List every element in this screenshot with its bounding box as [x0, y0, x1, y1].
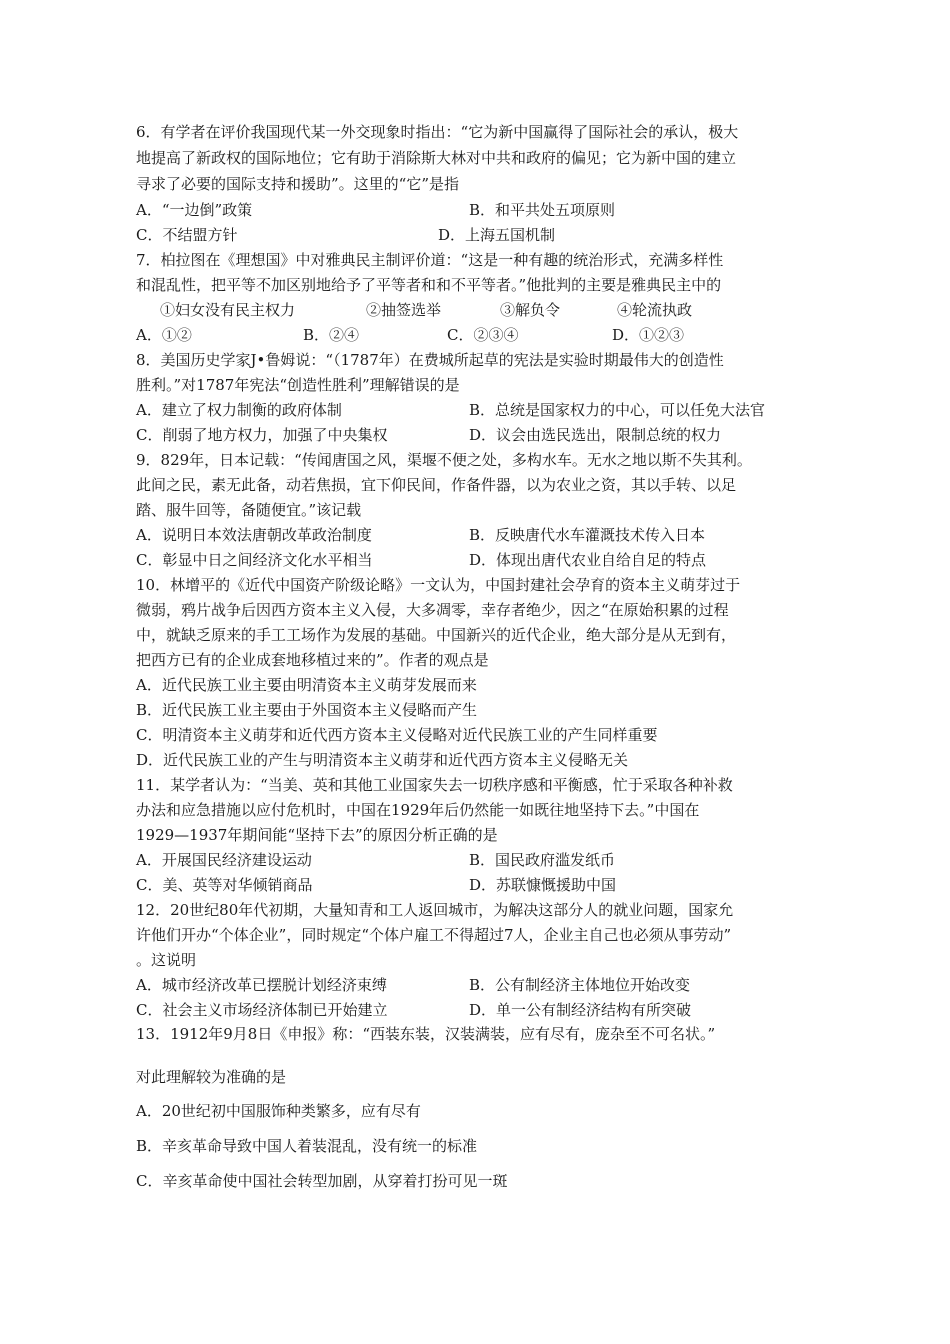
q10-option-b: B．近代民族工业主要由于外国资本主义侵略而产生	[136, 701, 478, 719]
q12-option-a: A．城市经济改革已摆脱计划经济束缚	[136, 976, 387, 994]
q12-option-d: D．单一公有制经济结构有所突破	[469, 1001, 692, 1019]
q9-option-a: A．说明日本效法唐朝改革政治制度	[136, 526, 372, 544]
q8-option-a: A．建立了权力制衡的政府体制	[136, 401, 342, 419]
q8-stem-line-1: 8．美国历史学家J•鲁姆说：“（1787年）在费城所起草的宪法是实验时期最伟大的创造性	[136, 351, 724, 369]
q7-stem-line-1: 7．柏拉图在《理想国》中对雅典民主制评价道：“这是一种有趣的统治形式，充满多样性	[136, 251, 724, 269]
q9-option-c: C．彰显中日之间经济文化水平相当	[136, 551, 373, 569]
q11-option-c: C．美、英等对华倾销商品	[136, 876, 313, 894]
q6-option-b: B．和平共处五项原则	[469, 201, 616, 219]
q11-option-d: D．苏联慷慨援助中国	[469, 876, 617, 894]
q8-option-c: C．削弱了地方权力，加强了中央集权	[136, 426, 388, 444]
q9-option-b: B．反映唐代水车灌溉技术传入日本	[469, 526, 706, 544]
q8-option-d: D．议会由选民选出，限制总统的权力	[469, 426, 722, 444]
q11-stem-line-3: 1929—1937年期间能“坚持下去”的原因分析正确的是	[136, 826, 498, 844]
q12-stem-line-1: 12．20世纪80年代初期，大量知青和工人返回城市，为解决这部分人的就业问题，国家允	[136, 901, 734, 919]
q11-option-b: B．国民政府滥发纸币	[469, 851, 616, 869]
q7-item-1: ①妇女没有民主权力	[160, 301, 296, 319]
q10-stem-line-1: 10．林增平的《近代中国资产阶级论略》一文认为，中国封建社会孕育的资本主义萌芽过于	[136, 576, 741, 594]
q9-stem-line-2: 此间之民，素无此备，动若焦损，宜下仰民间，作备件器，以为农业之资，其以手转、以足	[136, 476, 737, 494]
q7-item-2: ②抽签选举	[366, 301, 442, 319]
q11-stem-line-2: 办法和应急措施以应付危机时，中国在1929年后仍然能一如既往地坚持下去。”中国在	[136, 801, 700, 819]
q6-option-c: C．不结盟方针	[136, 226, 238, 244]
q6-stem-line-1: 6．有学者在评价我国现代某一外交现象时指出：“它为新中国赢得了国际社会的承认，极大	[136, 123, 739, 141]
q7-stem-line-2: 和混乱性，把平等不加区别地给予了平等者和和不平等者。”他批判的主要是雅典民主中的	[136, 276, 722, 294]
q11-stem-line-1: 11．某学者认为：“当美、英和其他工业国家失去一切秩序感和平衡感，忙于采取各种补救	[136, 776, 733, 794]
q10-stem-line-3: 中，就缺乏原来的手工工场作为发展的基础。中国新兴的近代企业，绝大部分是从无到有，	[136, 626, 737, 644]
q7-option-c: C．②③④	[447, 326, 519, 344]
q6-option-a: A．“一边倒”政策	[136, 201, 253, 219]
q12-stem-line-3: 。这说明	[136, 951, 197, 969]
q9-stem-line-1: 9．829年，日本记载：“传闻唐国之风，渠堰不便之处，多构水车。无水之地以斯不失其利。	[136, 451, 752, 469]
q9-stem-line-3: 踏、服牛回等，备随便宜。”该记载	[136, 501, 362, 519]
q10-stem-line-2: 微弱，鸦片战争后因西方资本主义入侵，大多凋零，幸存者绝少，因之“在原始积累的过程	[136, 601, 729, 619]
q13-option-b: B．辛亥革命导致中国人着装混乱，没有统一的标准	[136, 1137, 478, 1155]
q12-option-b: B．公有制经济主体地位开始改变	[469, 976, 691, 994]
q13-stem-line-1: 13．1912年9月8日《申报》称：“西装东装，汉装满装，应有尽有，庞杂至不可名状。”	[136, 1025, 716, 1043]
q12-stem-line-2: 许他们开办“个体企业”，同时规定“个体户雇工不得超过7人，企业主自己也必须从事劳动”	[136, 926, 732, 944]
q8-option-b: B．总统是国家权力的中心，可以任免大法官	[469, 401, 766, 419]
q10-option-a: A．近代民族工业主要由明清资本主义萌芽发展而来	[136, 676, 477, 694]
q13-option-a: A．20世纪初中国服饰种类繁多，应有尽有	[136, 1102, 421, 1120]
q7-option-b: B．②④	[303, 326, 360, 344]
q9-option-d: D．体现出唐代农业自给自足的特点	[469, 551, 707, 569]
q11-option-a: A．开展国民经济建设运动	[136, 851, 312, 869]
q12-option-c: C．社会主义市场经济体制已开始建立	[136, 1001, 388, 1019]
q10-option-c: C．明清资本主义萌芽和近代西方资本主义侵略对近代民族工业的产生同样重要	[136, 726, 658, 744]
q10-stem-line-4: 把西方已有的企业成套地移植过来的”。作者的观点是	[136, 651, 489, 669]
q6-stem-line-3: 寻求了必要的国际支持和援助”。这里的“它”是指	[136, 175, 460, 193]
q13-option-c: C．辛亥革命使中国社会转型加剧，从穿着打扮可见一斑	[136, 1172, 508, 1190]
q8-stem-line-2: 胜利。”对1787年宪法“创造性胜利”理解错误的是	[136, 376, 460, 394]
q10-option-d: D．近代民族工业的产生与明清资本主义萌芽和近代西方资本主义侵略无关	[136, 751, 629, 769]
q13-stem-line-2: 对此理解较为准确的是	[136, 1068, 287, 1086]
q6-option-d: D．上海五国机制	[438, 226, 556, 244]
q6-stem-line-2: 地提高了新政权的国际地位；它有助于消除斯大林对中共和政府的偏见；它为新中国的建立	[136, 149, 737, 167]
q7-item-4: ④轮流执政	[617, 301, 693, 319]
q7-option-d: D．①②③	[612, 326, 685, 344]
q7-item-3: ③解负令	[500, 301, 561, 319]
q7-option-a: A．①②	[136, 326, 192, 344]
